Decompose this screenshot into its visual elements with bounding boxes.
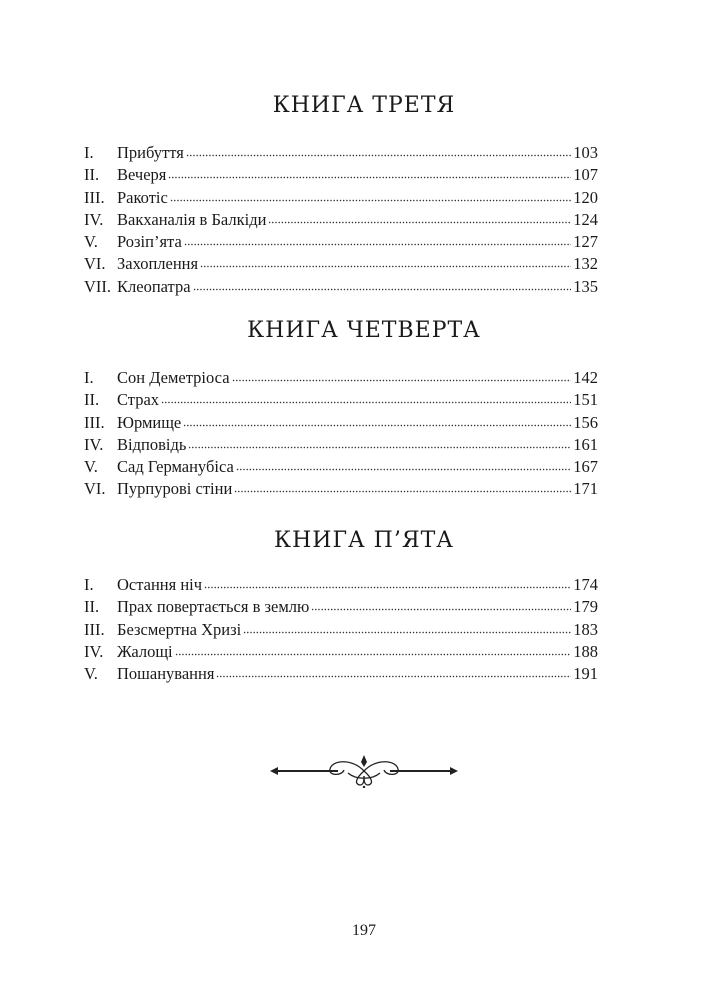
chapter-title: Прах повертається в землю xyxy=(117,597,310,617)
dot-leader xyxy=(168,176,571,179)
book-four-heading: КНИГА ЧЕТВЕРТА xyxy=(247,318,481,343)
dot-leader xyxy=(175,653,572,656)
chapter-title: Жалощі xyxy=(117,641,173,661)
chapter-page: 191 xyxy=(573,664,598,684)
chapter-page: 107 xyxy=(573,165,598,185)
dot-leader xyxy=(268,221,571,224)
toc-entry xyxy=(84,188,598,210)
chapter-title: Захоплення xyxy=(117,254,199,274)
dot-leader xyxy=(311,608,571,611)
toc-entry xyxy=(84,413,598,435)
toc-entry xyxy=(84,143,598,165)
chapter-page: 179 xyxy=(573,597,598,617)
chapter-number: I. xyxy=(84,368,94,387)
chapter-title: Юрмище xyxy=(117,412,182,432)
chapter-number: I. xyxy=(84,143,94,162)
chapter-page: 171 xyxy=(573,479,598,499)
chapter-number: VI. xyxy=(84,254,106,274)
chapter-page: 174 xyxy=(573,575,598,594)
chapter-number: II. xyxy=(84,165,100,185)
chapter-page: 156 xyxy=(573,412,598,432)
chapter-number: III. xyxy=(84,619,105,639)
dot-leader xyxy=(236,468,571,471)
toc-entry xyxy=(84,368,598,390)
book-three-toc xyxy=(84,143,598,299)
dot-leader xyxy=(170,199,571,202)
chapter-page: 161 xyxy=(573,434,598,454)
chapter-number: II. xyxy=(84,390,100,410)
toc-entry xyxy=(84,210,598,232)
chapter-title: Ракотіс xyxy=(117,187,168,207)
chapter-title: Безсмертна Хризі xyxy=(117,619,242,639)
chapter-title: Прибуття xyxy=(117,143,184,162)
chapter-number: V. xyxy=(84,664,98,684)
chapter-page: 142 xyxy=(573,368,598,387)
dot-leader xyxy=(184,243,571,246)
dot-leader xyxy=(243,631,571,634)
chapter-page: 188 xyxy=(573,641,598,661)
chapter-page: 135 xyxy=(573,276,598,296)
chapter-page: 151 xyxy=(573,390,598,410)
chapter-title: Вечеря xyxy=(117,165,167,185)
dot-leader xyxy=(234,490,571,493)
chapter-number: III. xyxy=(84,187,105,207)
dot-leader xyxy=(161,401,571,404)
chapter-title: Відповідь xyxy=(117,434,187,454)
chapter-title: Розіп’ята xyxy=(117,232,182,252)
chapter-title: Сад Германубіса xyxy=(117,457,234,477)
dot-leader xyxy=(186,154,571,157)
chapter-number: IV. xyxy=(84,641,104,661)
chapter-number: V. xyxy=(84,232,98,252)
chapter-page: 167 xyxy=(573,457,598,477)
chapter-number: VI. xyxy=(84,479,106,499)
dot-leader xyxy=(204,586,571,589)
toc-entry xyxy=(84,620,598,642)
chapter-title: Пурпурові стіни xyxy=(117,479,233,499)
toc-entry xyxy=(84,277,598,299)
toc-entry xyxy=(84,232,598,254)
book-three-heading: КНИГА ТРЕТЯ xyxy=(272,93,456,118)
chapter-number: VII. xyxy=(84,276,112,296)
toc-entry xyxy=(84,597,598,619)
chapter-title: Вакханалія в Балкіди xyxy=(117,209,267,229)
toc-entry xyxy=(84,642,598,664)
toc-entry xyxy=(84,457,598,479)
chapter-page: 103 xyxy=(573,143,598,162)
chapter-page: 124 xyxy=(573,209,598,229)
toc-entry xyxy=(84,254,598,276)
book-five-heading: КНИГА П’ЯТА xyxy=(274,528,454,553)
chapter-page: 127 xyxy=(573,232,598,252)
toc-entry xyxy=(84,390,598,412)
dot-leader xyxy=(216,675,571,678)
chapter-title: Клеопатра xyxy=(117,276,191,296)
chapter-number: III. xyxy=(84,412,105,432)
toc-entry xyxy=(84,165,598,187)
toc-entry xyxy=(84,575,598,597)
page-number: 197 xyxy=(352,922,376,939)
toc-entry xyxy=(84,664,598,686)
chapter-title: Сон Деметріоса xyxy=(117,368,230,387)
toc-entry xyxy=(84,435,598,457)
chapter-number: IV. xyxy=(84,209,104,229)
dot-leader xyxy=(232,379,572,382)
chapter-page: 132 xyxy=(573,254,598,274)
book-five-toc xyxy=(84,575,598,686)
dot-leader xyxy=(188,446,571,449)
toc-entry xyxy=(84,479,598,501)
chapter-title: Страх xyxy=(117,390,160,410)
dot-leader xyxy=(200,265,571,268)
chapter-number: II. xyxy=(84,597,100,617)
dot-leader xyxy=(193,288,572,291)
chapter-title: Пошанування xyxy=(117,664,215,684)
dot-leader xyxy=(183,424,571,427)
chapter-page: 120 xyxy=(573,187,598,207)
book-four-toc xyxy=(84,368,598,502)
chapter-title: Остання ніч xyxy=(117,575,203,594)
decorative-flourish-icon xyxy=(268,754,460,788)
chapter-number: IV. xyxy=(84,434,104,454)
chapter-number: V. xyxy=(84,457,98,477)
chapter-page: 183 xyxy=(573,619,598,639)
chapter-number: I. xyxy=(84,575,94,594)
